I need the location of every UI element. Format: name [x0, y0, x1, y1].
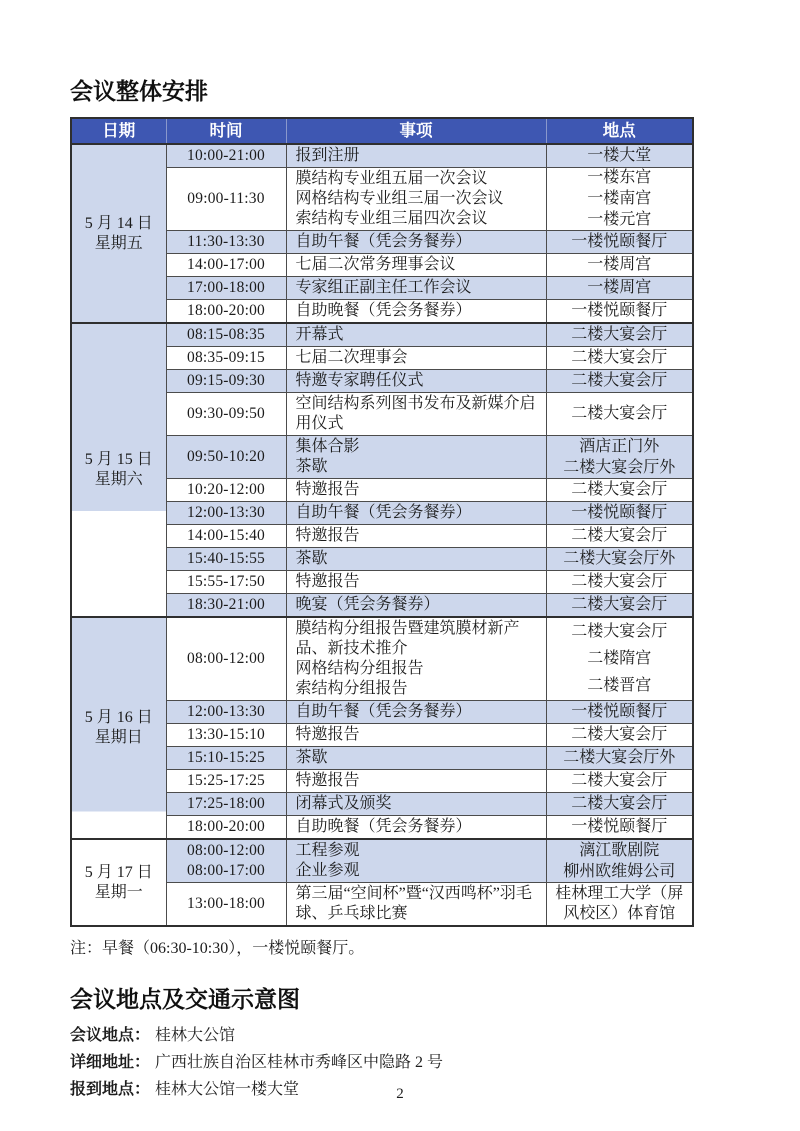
time-text: 08:00-17:00 — [187, 862, 265, 879]
time-cell — [166, 724, 286, 747]
location-wrap — [547, 840, 693, 882]
location-wrap — [547, 548, 693, 570]
location-text: 二楼大宴会厅外 — [563, 458, 676, 476]
location-wrap — [547, 479, 693, 501]
location-text: 二楼隋宫 — [587, 649, 652, 667]
event-text: 报到注册 — [295, 147, 360, 164]
event-text: 膜结构专业组五届一次会议 — [295, 170, 488, 187]
date-text: 星期六 — [94, 471, 143, 488]
info-label: 报到地点： — [70, 1081, 151, 1098]
event-text: 企业参观 — [295, 862, 360, 879]
location-cell — [546, 393, 693, 436]
location-wrap — [547, 277, 693, 299]
location-text: 二楼大宴会厅外 — [563, 749, 676, 766]
time-text: 18:30-21:00 — [187, 596, 265, 613]
location-cell — [546, 839, 693, 883]
time-text: 09:00-11:30 — [187, 190, 265, 207]
event-cell — [286, 254, 546, 277]
event-cell — [286, 479, 546, 502]
event-cell — [286, 436, 546, 479]
time-cell — [166, 571, 286, 594]
time-cell — [166, 525, 286, 548]
location-cell — [546, 617, 693, 701]
time-text: 11:30-13:30 — [187, 233, 265, 250]
time-cell — [166, 883, 286, 927]
info-line-venue — [70, 1026, 730, 1046]
location-cell — [546, 747, 693, 770]
date-text: 5 月 14 日 — [84, 214, 153, 232]
event-text: 集体合影 — [295, 438, 360, 455]
location-text: 二楼大宴会厅 — [571, 726, 668, 743]
event-cell — [286, 571, 546, 594]
location-cell — [546, 502, 693, 525]
time-text: 10:20-12:00 — [187, 481, 265, 498]
event-cell — [286, 144, 546, 168]
location-text: 一楼元宫 — [587, 210, 652, 228]
location-wrap — [547, 145, 693, 167]
event-text: 自助午餐（凭会务餐券） — [295, 703, 472, 720]
location-text: 二楼大宴会厅 — [571, 573, 668, 590]
event-text: 网格结构分组报告 — [295, 660, 424, 677]
time-cell — [166, 323, 286, 347]
header-time: 时间 — [166, 118, 286, 144]
event-cell — [286, 370, 546, 393]
location-wrap — [547, 793, 693, 815]
event-cell — [286, 231, 546, 254]
event-cell — [286, 347, 546, 370]
info-label: 会议地点： — [70, 1027, 151, 1044]
location-text: 一楼悦颐餐厅 — [571, 703, 668, 720]
time-cell — [166, 231, 286, 254]
event-text: 开幕式 — [295, 326, 344, 343]
location-text: 二楼大宴会厅外 — [563, 550, 676, 567]
event-cell — [286, 300, 546, 324]
date-text: 星期一 — [94, 883, 143, 901]
time-cell — [166, 793, 286, 816]
location-text: 一楼大堂 — [587, 147, 652, 164]
time-text: 09:50-10:20 — [187, 448, 265, 465]
location-cell — [546, 571, 693, 594]
location-wrap — [547, 618, 693, 700]
location-text: 一楼周宫 — [587, 279, 652, 296]
date-text: 5 月 15 日 — [84, 451, 153, 468]
time-text: 15:25-17:25 — [187, 772, 265, 789]
date-text: 星期日 — [94, 729, 143, 746]
location-wrap — [547, 770, 693, 792]
location-wrap — [547, 168, 693, 230]
location-text: 一楼南宫 — [587, 189, 652, 207]
location-text: 二楼大宴会厅 — [571, 326, 668, 343]
date-cell — [71, 144, 166, 323]
location-text: 二楼大宴会厅 — [571, 596, 668, 613]
location-text: 一楼悦颐餐厅 — [571, 818, 668, 835]
location-cell — [546, 347, 693, 370]
location-wrap — [547, 231, 693, 253]
event-text: 茶歇 — [295, 749, 328, 766]
time-text: 18:00-20:00 — [187, 818, 265, 835]
event-cell — [286, 548, 546, 571]
time-text: 08:00-12:00 — [187, 842, 265, 859]
event-cell — [286, 393, 546, 436]
location-wrap — [547, 370, 693, 392]
location-text: 二楼大宴会厅 — [571, 349, 668, 366]
note-text: 注：早餐（06:30-10:30），一楼悦颐餐厅。 — [70, 940, 365, 957]
location-wrap — [547, 254, 693, 276]
date-text: 5 月 16 日 — [84, 709, 153, 726]
event-cell — [286, 502, 546, 525]
time-text: 15:10-15:25 — [187, 749, 265, 766]
location-cell — [546, 594, 693, 618]
event-cell — [286, 525, 546, 548]
location-wrap — [547, 347, 693, 369]
event-text: 特邀报告 — [295, 481, 360, 498]
info-value: 广西壮族自治区桂林市秀峰区中隐路 2 号 — [155, 1054, 444, 1071]
location-cell — [546, 701, 693, 724]
location-wrap — [547, 701, 693, 723]
event-text: 特邀报告 — [295, 772, 360, 789]
location-cell — [546, 168, 693, 231]
time-cell — [166, 393, 286, 436]
event-text: 自助午餐（凭会务餐券） — [295, 233, 472, 250]
time-text: 09:30-09:50 — [187, 405, 265, 422]
event-text: 七届二次常务理事会议 — [295, 256, 456, 273]
time-text: 10:00-21:00 — [187, 147, 265, 164]
event-cell — [286, 883, 546, 927]
location-cell — [546, 793, 693, 816]
location-text: 二楼大宴会厅 — [571, 372, 668, 389]
location-cell — [546, 436, 693, 479]
event-text: 空间结构系列图书发布及新媒介启用仪式 — [295, 395, 536, 432]
date-text: 5 月 17 日 — [84, 863, 153, 881]
header-date: 日期 — [71, 118, 166, 144]
schedule-table — [70, 117, 694, 927]
location-text: 二楼大宴会厅 — [571, 405, 668, 422]
time-text: 14:00-15:40 — [187, 527, 265, 544]
event-text: 工程参观 — [295, 842, 360, 859]
location-wrap — [547, 436, 693, 478]
location-text: 一楼悦颐餐厅 — [571, 504, 668, 521]
event-text: 自助晚餐（凭会务餐券） — [295, 818, 472, 835]
event-text: 特邀专家聘任仪式 — [295, 372, 424, 389]
location-wrap — [547, 883, 693, 925]
table-row — [71, 617, 693, 701]
time-cell — [166, 594, 286, 618]
event-cell — [286, 839, 546, 883]
location-cell — [546, 479, 693, 502]
location-cell — [546, 525, 693, 548]
event-cell — [286, 816, 546, 840]
location-text: 一楼悦颐餐厅 — [571, 302, 668, 319]
time-text: 15:55-17:50 — [187, 573, 265, 590]
time-text: 17:00-18:00 — [187, 279, 265, 296]
location-text: 二楼大宴会厅 — [571, 622, 668, 640]
time-text: 17:25-18:00 — [187, 795, 265, 812]
info-value: 桂林大公馆一楼大堂 — [155, 1081, 300, 1098]
event-text: 七届二次理事会 — [295, 349, 408, 366]
time-text: 09:15-09:30 — [187, 372, 265, 389]
time-text: 18:00-20:00 — [187, 302, 265, 319]
header-item: 事项 — [286, 118, 546, 144]
event-text: 膜结构分组报告暨建筑膜材新产品、新技术推介 — [295, 620, 520, 657]
date-text: 星期五 — [94, 234, 143, 252]
event-cell — [286, 701, 546, 724]
time-text: 14:00-17:00 — [187, 256, 265, 273]
time-cell — [166, 502, 286, 525]
time-cell — [166, 770, 286, 793]
location-cell — [546, 770, 693, 793]
event-cell — [286, 168, 546, 231]
event-cell — [286, 747, 546, 770]
event-text: 特邀报告 — [295, 726, 360, 743]
page-title: 会议整体安排 — [70, 78, 208, 104]
table-header-row — [71, 118, 693, 144]
event-text: 晚宴（凭会务餐券） — [295, 596, 440, 613]
header-location: 地点 — [546, 118, 693, 144]
location-wrap — [547, 324, 693, 346]
location-text: 一楼周宫 — [587, 256, 652, 273]
location-text: 酒店正门外 — [579, 437, 660, 455]
location-text: 一楼东宫 — [587, 169, 652, 187]
section-title: 会议地点及交通示意图 — [70, 986, 300, 1012]
page-number: 2 — [396, 1086, 404, 1102]
location-cell — [546, 724, 693, 747]
location-cell — [546, 277, 693, 300]
event-text: 特邀报告 — [295, 527, 360, 544]
event-cell — [286, 724, 546, 747]
date-cell — [71, 617, 166, 839]
location-wrap — [547, 393, 693, 435]
location-wrap — [547, 571, 693, 593]
location-text: 二楼大宴会厅 — [571, 795, 668, 812]
date-cell — [71, 839, 166, 926]
time-cell — [166, 436, 286, 479]
event-text: 网格结构专业组三届一次会议 — [295, 190, 504, 207]
location-text: 柳州欧维姆公司 — [563, 862, 676, 880]
location-text: 漓江歌剧院 — [579, 841, 660, 859]
location-cell — [546, 300, 693, 324]
event-text: 茶歇 — [295, 458, 328, 475]
table-row — [71, 323, 693, 347]
event-cell — [286, 793, 546, 816]
location-wrap — [547, 300, 693, 322]
event-cell — [286, 323, 546, 347]
location-text: 一楼悦颐餐厅 — [571, 233, 668, 250]
location-wrap — [547, 724, 693, 746]
time-cell — [166, 277, 286, 300]
location-text: 二楼大宴会厅 — [571, 772, 668, 789]
info-value: 桂林大公馆 — [155, 1027, 236, 1044]
event-text: 茶歇 — [295, 550, 328, 567]
time-cell — [166, 816, 286, 840]
location-wrap — [547, 525, 693, 547]
time-cell — [166, 839, 286, 883]
time-text: 12:00-13:30 — [187, 504, 265, 521]
location-text: 二楼大宴会厅 — [571, 481, 668, 498]
time-cell — [166, 747, 286, 770]
event-text: 自助午餐（凭会务餐券） — [295, 504, 472, 521]
time-text: 15:40-15:55 — [187, 550, 265, 567]
location-wrap — [547, 594, 693, 616]
location-wrap — [547, 502, 693, 524]
location-cell — [546, 548, 693, 571]
event-cell — [286, 770, 546, 793]
location-text: 桂林理工大学（屏风校区）体育馆 — [555, 885, 684, 922]
time-cell — [166, 617, 286, 701]
location-wrap — [547, 747, 693, 769]
info-line-address — [70, 1053, 730, 1073]
location-cell — [546, 323, 693, 347]
date-cell — [71, 323, 166, 617]
location-cell — [546, 254, 693, 277]
table-row — [71, 144, 693, 168]
event-text: 自助晚餐（凭会务餐券） — [295, 302, 472, 319]
time-cell — [166, 300, 286, 324]
location-cell — [546, 370, 693, 393]
time-text: 08:00-12:00 — [187, 650, 265, 667]
time-text: 13:30-15:10 — [187, 726, 265, 743]
event-text: 索结构分组报告 — [295, 680, 408, 697]
time-cell — [166, 548, 286, 571]
location-text: 二楼大宴会厅 — [571, 527, 668, 544]
time-text: 08:15-08:35 — [187, 326, 265, 343]
event-text: 第三届“空间杯”暨“汉西鸣杯”羽毛球、乒乓球比赛 — [295, 885, 532, 922]
time-text: 13:00-18:00 — [187, 895, 265, 912]
time-cell — [166, 479, 286, 502]
event-cell — [286, 594, 546, 618]
location-cell — [546, 231, 693, 254]
schedule-table-body — [71, 144, 693, 926]
event-text: 闭幕式及颁奖 — [295, 795, 392, 812]
location-cell — [546, 144, 693, 168]
location-cell — [546, 883, 693, 927]
event-text: 专家组正副主任工作会议 — [295, 279, 472, 296]
event-text: 特邀报告 — [295, 573, 360, 590]
location-cell — [546, 816, 693, 840]
time-cell — [166, 144, 286, 168]
event-text: 索结构专业组三届四次会议 — [295, 210, 488, 227]
event-cell — [286, 277, 546, 300]
time-cell — [166, 347, 286, 370]
time-cell — [166, 701, 286, 724]
time-cell — [166, 254, 286, 277]
location-text: 二楼晋宫 — [587, 677, 652, 695]
time-text: 12:00-13:30 — [187, 703, 265, 720]
location-wrap — [547, 816, 693, 838]
info-label: 详细地址： — [70, 1054, 151, 1071]
time-text: 08:35-09:15 — [187, 349, 265, 366]
event-cell — [286, 617, 546, 701]
time-cell — [166, 168, 286, 231]
table-row — [71, 839, 693, 883]
time-cell — [166, 370, 286, 393]
